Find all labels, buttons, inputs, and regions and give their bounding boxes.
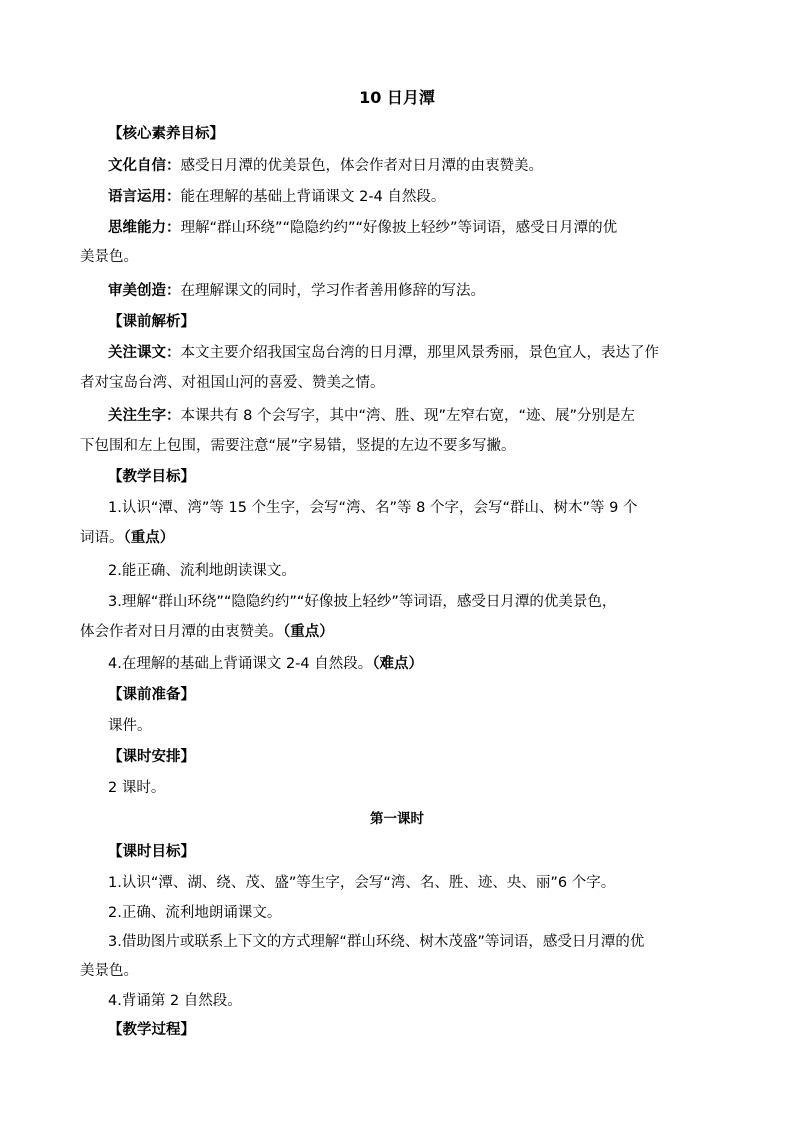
- teaching-goal-4: [108, 654, 720, 674]
- core-goal-label: 思维能力: [108, 220, 166, 236]
- pre-analysis-text-cont: 者对宝岛台湾、对祖国山河的喜爱、赞美之情。: [80, 375, 385, 391]
- teaching-goal-3-cont: [80, 622, 692, 642]
- teaching-goals-heading: 【教学目标】: [108, 469, 195, 485]
- teaching-goal-1-cont: [80, 528, 692, 548]
- lesson-goals-heading: 【课时目标】: [108, 844, 195, 860]
- page-title: 10 日月潭: [359, 88, 435, 107]
- core-goal-language: [108, 187, 720, 207]
- key-point-tag: （重点）: [283, 624, 334, 640]
- core-goal-label: 文化自信: [108, 158, 166, 174]
- lesson-goal-4: 4.背诵第 2 自然段。: [108, 993, 242, 1009]
- pre-analysis-chars: [108, 406, 720, 426]
- analysis-label: 关注课文: [108, 345, 166, 361]
- pre-analysis-text: [108, 343, 720, 363]
- analysis-label: 关注生字: [108, 408, 166, 424]
- teaching-goal-1: 1.认识“潭、湾”等 15 个生字，会写“湾、名”等 8 个字，会写“群山、树木”等 9 个: [108, 500, 638, 516]
- teaching-goal-2: 2.能正确、流利地朗读课文。: [108, 563, 296, 579]
- core-goal-text: 能在理解的基础上背诵课文 2-4 自然段。: [180, 189, 446, 205]
- colon: ：: [166, 220, 181, 236]
- pre-analysis-heading: 【课前解析】: [108, 314, 195, 330]
- core-goal-text: 感受日月潭的优美景色，体会作者对日月潭的由衷赞美。: [180, 158, 543, 174]
- teaching-process-heading: 【教学过程】: [108, 1022, 195, 1038]
- core-goal-label: 审美创造: [108, 283, 166, 299]
- teaching-goal-3: 3.理解“群山环绕”“隐隐约约”“好像披上轻纱”等词语，感受日月潭的优美景色，: [108, 594, 617, 610]
- core-goal-thinking-cont: 美景色。: [80, 249, 138, 265]
- lesson-goal-2: 2.正确、流利地朗诵课文。: [108, 905, 282, 921]
- goal-text: 4.在理解的基础上背诵课文 2-4 自然段。: [108, 656, 373, 672]
- lesson-goal-3: 3.借助图片或联系上下文的方式理解“群山环绕、树木茂盛”等词语，感受日月潭的优: [108, 934, 645, 950]
- core-goal-text: 在理解课文的同时，学习作者善用修辞的写法。: [180, 283, 485, 299]
- analysis-text: 本课共有 8 个会写字，其中“湾、胜、现”左窄右宽，“迹、展”分别是左: [180, 408, 635, 424]
- colon: ：: [166, 345, 181, 361]
- lesson-goal-3-cont: 美景色。: [80, 963, 138, 979]
- pre-analysis-chars-cont: 下包围和左上包围，需要注意“展”字易错，竖提的左边不要多写撇。: [80, 438, 516, 454]
- colon: ：: [166, 283, 181, 299]
- goal-text: 体会作者对日月潭的由衷赞美。: [80, 624, 283, 640]
- colon: ：: [166, 189, 181, 205]
- core-goal-text: 理解“群山环绕”“隐隐约约”“好像披上轻纱”等词语，感受日月潭的优: [180, 220, 618, 236]
- colon: ：: [166, 408, 181, 424]
- core-goal-culture: [108, 156, 720, 176]
- colon: ：: [166, 158, 181, 174]
- preparation-heading: 【课前准备】: [108, 687, 195, 703]
- lesson-one-title: 第一课时: [370, 811, 424, 827]
- preparation-text: 课件。: [108, 718, 152, 734]
- lesson-goal-1: 1.认识“潭、湖、绕、茂、盛”等生字，会写“湾、名、胜、迹、央、丽”6 个字。: [108, 875, 616, 891]
- key-point-tag: （重点）: [123, 530, 175, 546]
- core-goal-thinking: [108, 218, 720, 238]
- analysis-text: 本文主要介绍我国宝岛台湾的日月潭，那里风景秀丽，景色宜人，表达了作: [180, 345, 659, 361]
- schedule-heading: 【课时安排】: [108, 749, 195, 765]
- schedule-text: 2 课时。: [108, 780, 166, 796]
- core-goal-aesthetic: [108, 281, 720, 301]
- core-goals-heading: 【核心素养目标】: [108, 126, 224, 142]
- core-goal-label: 语言运用: [108, 189, 166, 205]
- goal-text: 词语。: [80, 530, 124, 546]
- difficult-point-tag: （难点）: [372, 656, 423, 672]
